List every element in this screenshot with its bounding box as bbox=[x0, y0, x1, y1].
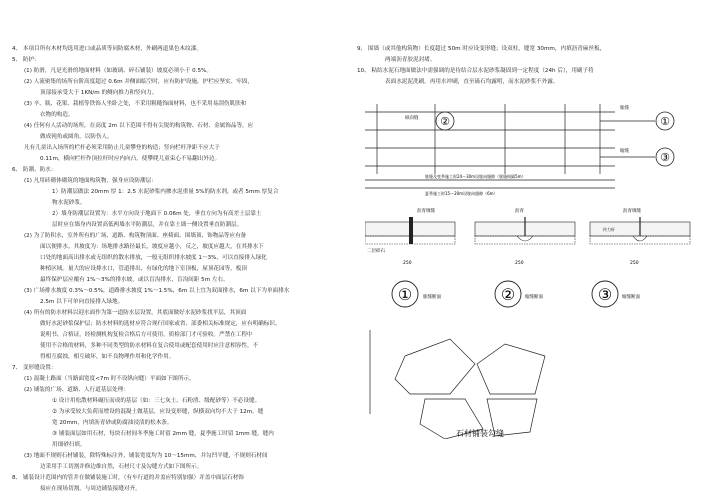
right-text-column bbox=[357, 44, 692, 88]
section-detail-3 bbox=[590, 207, 690, 266]
text-line: (1) 混凝土路面（当路面宽度<7m 时不设纵向缝）平面如下图所示。 bbox=[24, 376, 195, 382]
text-line: 层时应在墙身内设置高低两墙水平防潮层，并在靠土墙一侧设置垂直防潮层。 bbox=[52, 222, 243, 228]
stone-paving-sketch bbox=[370, 330, 545, 439]
section-1-label: ① bbox=[397, 285, 413, 304]
construction-detail-diagram bbox=[365, 94, 695, 439]
text-line: 顶部接承受大于 1KN/m 的侧向推力和竖向力。 bbox=[40, 90, 158, 96]
note-top: 胀缝及变季施工时24～30m设胀向缝隙（胀缝间隔5m） bbox=[425, 174, 526, 179]
asphalt-label-2: 沥青 bbox=[515, 209, 524, 214]
text-line: 做好水泥砂浆保护层；防水材料的选材应符合现行国家或省、部委相关标准规定，应有明确标识、 bbox=[40, 321, 281, 327]
text-line: 两端沥青胶泥封堵。 bbox=[385, 57, 436, 63]
dim-label-2: 250 bbox=[515, 261, 524, 266]
dim-label-3: 250 bbox=[630, 261, 639, 266]
text-line: 宽 20mm，内填沥青砂或防腐油浸渍的松木条。 bbox=[52, 420, 173, 426]
text-line: (4) 所有的防水材料以迎水面作为第一道防水层设置，其底面做好水泥砂浆找平层，其顶面 bbox=[24, 310, 247, 316]
callout-2-label: ② bbox=[440, 115, 450, 128]
callout-3-label: ③ bbox=[660, 151, 670, 164]
text-line: ① 设计用松散材料碾压而成的基层（如：三七灰土、石粉渣、级配砂等）不必设缝。 bbox=[52, 398, 261, 404]
text-line: 凡有儿童出入场所的栏杆必须采用防止儿童攀登的构造；竖向栏杆净距不应大于 bbox=[24, 145, 220, 151]
section-2-caption: 缩缝断面 bbox=[525, 295, 543, 300]
text-line: 接应在现场切割，与周边铺装接缝对齐。 bbox=[40, 486, 141, 492]
stone-paving-caption: 石材铺装勾缝 bbox=[456, 429, 504, 438]
text-line: (3) 辛、瓶、花架、栽植等铁饰人坐卧之处，不采用粗糙饰面材料，也不采用易刮伤肌肤和 bbox=[24, 101, 247, 107]
text-line: (3) 地面不规则石材铺装，除特殊标注外，铺装宽度均为 10～15mm，并勾凹平缝，不规则石材间 bbox=[24, 453, 268, 459]
section-detail-2 bbox=[475, 207, 575, 266]
dowel-label: 传力杆 bbox=[603, 227, 615, 232]
section-3-caption: 缩缝断面 bbox=[622, 295, 640, 300]
text-line: ③ 铺装面层如用石材，每块石材间冬季施工时留 2mm 缝，夏季施工时留 1mm 缝，缝内 bbox=[52, 431, 274, 437]
callout-1-label: ① bbox=[660, 115, 670, 128]
text-line: 4、 本项目所有木材均选用进口或品质等同防腐木材，外刷两道果色木纹漆。 bbox=[12, 46, 202, 52]
left-text-column bbox=[12, 44, 348, 495]
text-line: 说明书、合格证，经检测机构复检合格后方可使用，质检部门才可验收。严禁在工程中 bbox=[40, 332, 253, 338]
text-line: 0.11m，横向栏杆作顶拉杆时应内向凸，使攀爬儿童束心不易翻出外边。 bbox=[40, 156, 221, 162]
text-line: 表面水泥泥洗刷，再用水冲刷，直至砾石均露明，而水泥砂浆不外露。 bbox=[385, 79, 559, 85]
text-line: (2) 铺装的广场、道路、人行道基层处理： bbox=[24, 387, 129, 393]
text-line: 2）墙身防潮层设置为：水平方向设于地面下 0.06m 处，垂直方向为有高差土层靠土 bbox=[52, 211, 262, 217]
text-line: 使用不合格的材料，多种不同类型的防水材料在复合使用或配套使用时应注意相容性，不 bbox=[40, 343, 259, 349]
section-detail-1 bbox=[365, 207, 455, 266]
text-line: 种植区域。量大的应设排水口，管道排出，有绿化的地下室顶板，屋顶花园等，板顶 bbox=[40, 266, 247, 272]
text-line: 7、 变形缝设置： bbox=[12, 365, 57, 371]
text-line: 9、 围墙（或其他构筑物）长度超过 50m 时应设变形缝；设双柱，缝宽 30mm，内填沥青麻丝板， bbox=[357, 46, 606, 52]
text-line: 衣物的构造。 bbox=[40, 112, 74, 118]
text-line: 口处的地面高出排水或无组织的散水排放，一般无组织排水坡度 1～3%，可以直接排入绿化 bbox=[40, 255, 267, 261]
text-line: (3) 广场排水坡度 0.3%～0.5%，道路排水坡度 1%～1.5%，6m 以上宜为双面排水，6m 以下为单面排水 bbox=[24, 288, 290, 294]
cut-joint-label: 缩缝 bbox=[620, 149, 629, 154]
text-line: 面以便排水。其坡度为：场地排水路径最长，坡度应越小，反之，坡度应越大，在其排水下 bbox=[40, 244, 264, 250]
dim-label-1: 250 bbox=[403, 261, 412, 266]
text-line: (1) 凡用砖砌体砌筑的地面构筑物，强身应设防潮层： bbox=[24, 178, 157, 184]
longitudinal-joint-label: 纵向缝 bbox=[405, 116, 419, 121]
section-3-label: ③ bbox=[597, 285, 613, 304]
text-line: 8、 铺装设计范围内的管井在做铺装施工时，（有车行道的并盖应特别加强）并盖中面层石材饰 bbox=[12, 475, 244, 481]
text-line: ② 为承受较大负荷而增设的混凝土做基层，应设变形缝，纵横双向均不大于 12m，缝 bbox=[52, 409, 264, 415]
expansion-joint-label: 胀缝 bbox=[620, 106, 629, 111]
text-line: 1）防潮层做法 20mm 厚 1：2.5 水泥砂浆内掺水泥重量 5%的防水剂，或者 5mm 厚复合 bbox=[52, 189, 279, 195]
text-line: 得相互腐蚀，相互破坏，如不良物理作用和化学作用。 bbox=[40, 354, 175, 360]
text-line: (2) 人流密集的场所台阶高度超过 0.6m 并侧面临空时，应有防护设施，护栏应坚实、牢固， bbox=[24, 79, 253, 85]
section-1-caption: 胀缝断面 bbox=[423, 295, 441, 300]
text-line: 最终保护层应覆有 1%～3%的排水坡，或以盲沟排水，盲沟间距 5m 左右。 bbox=[40, 277, 229, 283]
text-line: (2) 为了防积水，室外所有的广场、道路、构筑物顶面、座椅面、围墙顶、饰物品等应有备 bbox=[24, 233, 247, 239]
section-2-label: ② bbox=[500, 285, 516, 304]
asphalt-fill-label-1: 沥青填缝 bbox=[417, 209, 435, 214]
text-line: 用细砂扫填。 bbox=[52, 442, 86, 448]
text-line: 边采用手工切割并修边维自然，石材尺寸及勾缝方式如下图所示。 bbox=[40, 464, 203, 470]
text-line: (1) 防滑，凡是光滑的地面材料（如玻璃、碎石铺装）坡度必须小于 0.5%。 bbox=[24, 68, 212, 74]
text-line: (4) 任何有人活动的场所，在高度 2m 以下范围不得有尖锐的构筑物、石材、金属饰品等，应 bbox=[24, 123, 254, 129]
text-line: 做成钝角或圆角，以防伤人。 bbox=[40, 134, 113, 140]
note-bottom: 夏季施工时15～20m设胀向缝隙（6m） bbox=[425, 191, 498, 196]
asphalt-fill-label-3: 沥青填缝 bbox=[623, 209, 641, 214]
text-line: 6、 防潮、防水： bbox=[12, 167, 57, 173]
text-line: 10、 粘结水泥石地面做法中需强调的是待结合层水泥砂浆凝固到一定程度（24h 后），用刷子将 bbox=[357, 68, 594, 74]
text-line: 5、 防护: bbox=[12, 57, 37, 63]
gravel-label-1: 二层碎石 bbox=[367, 249, 385, 254]
text-line: 物水泥砂浆。 bbox=[52, 200, 86, 206]
text-line: 2.5m 以下可单向直接排入绿地。 bbox=[40, 299, 124, 305]
